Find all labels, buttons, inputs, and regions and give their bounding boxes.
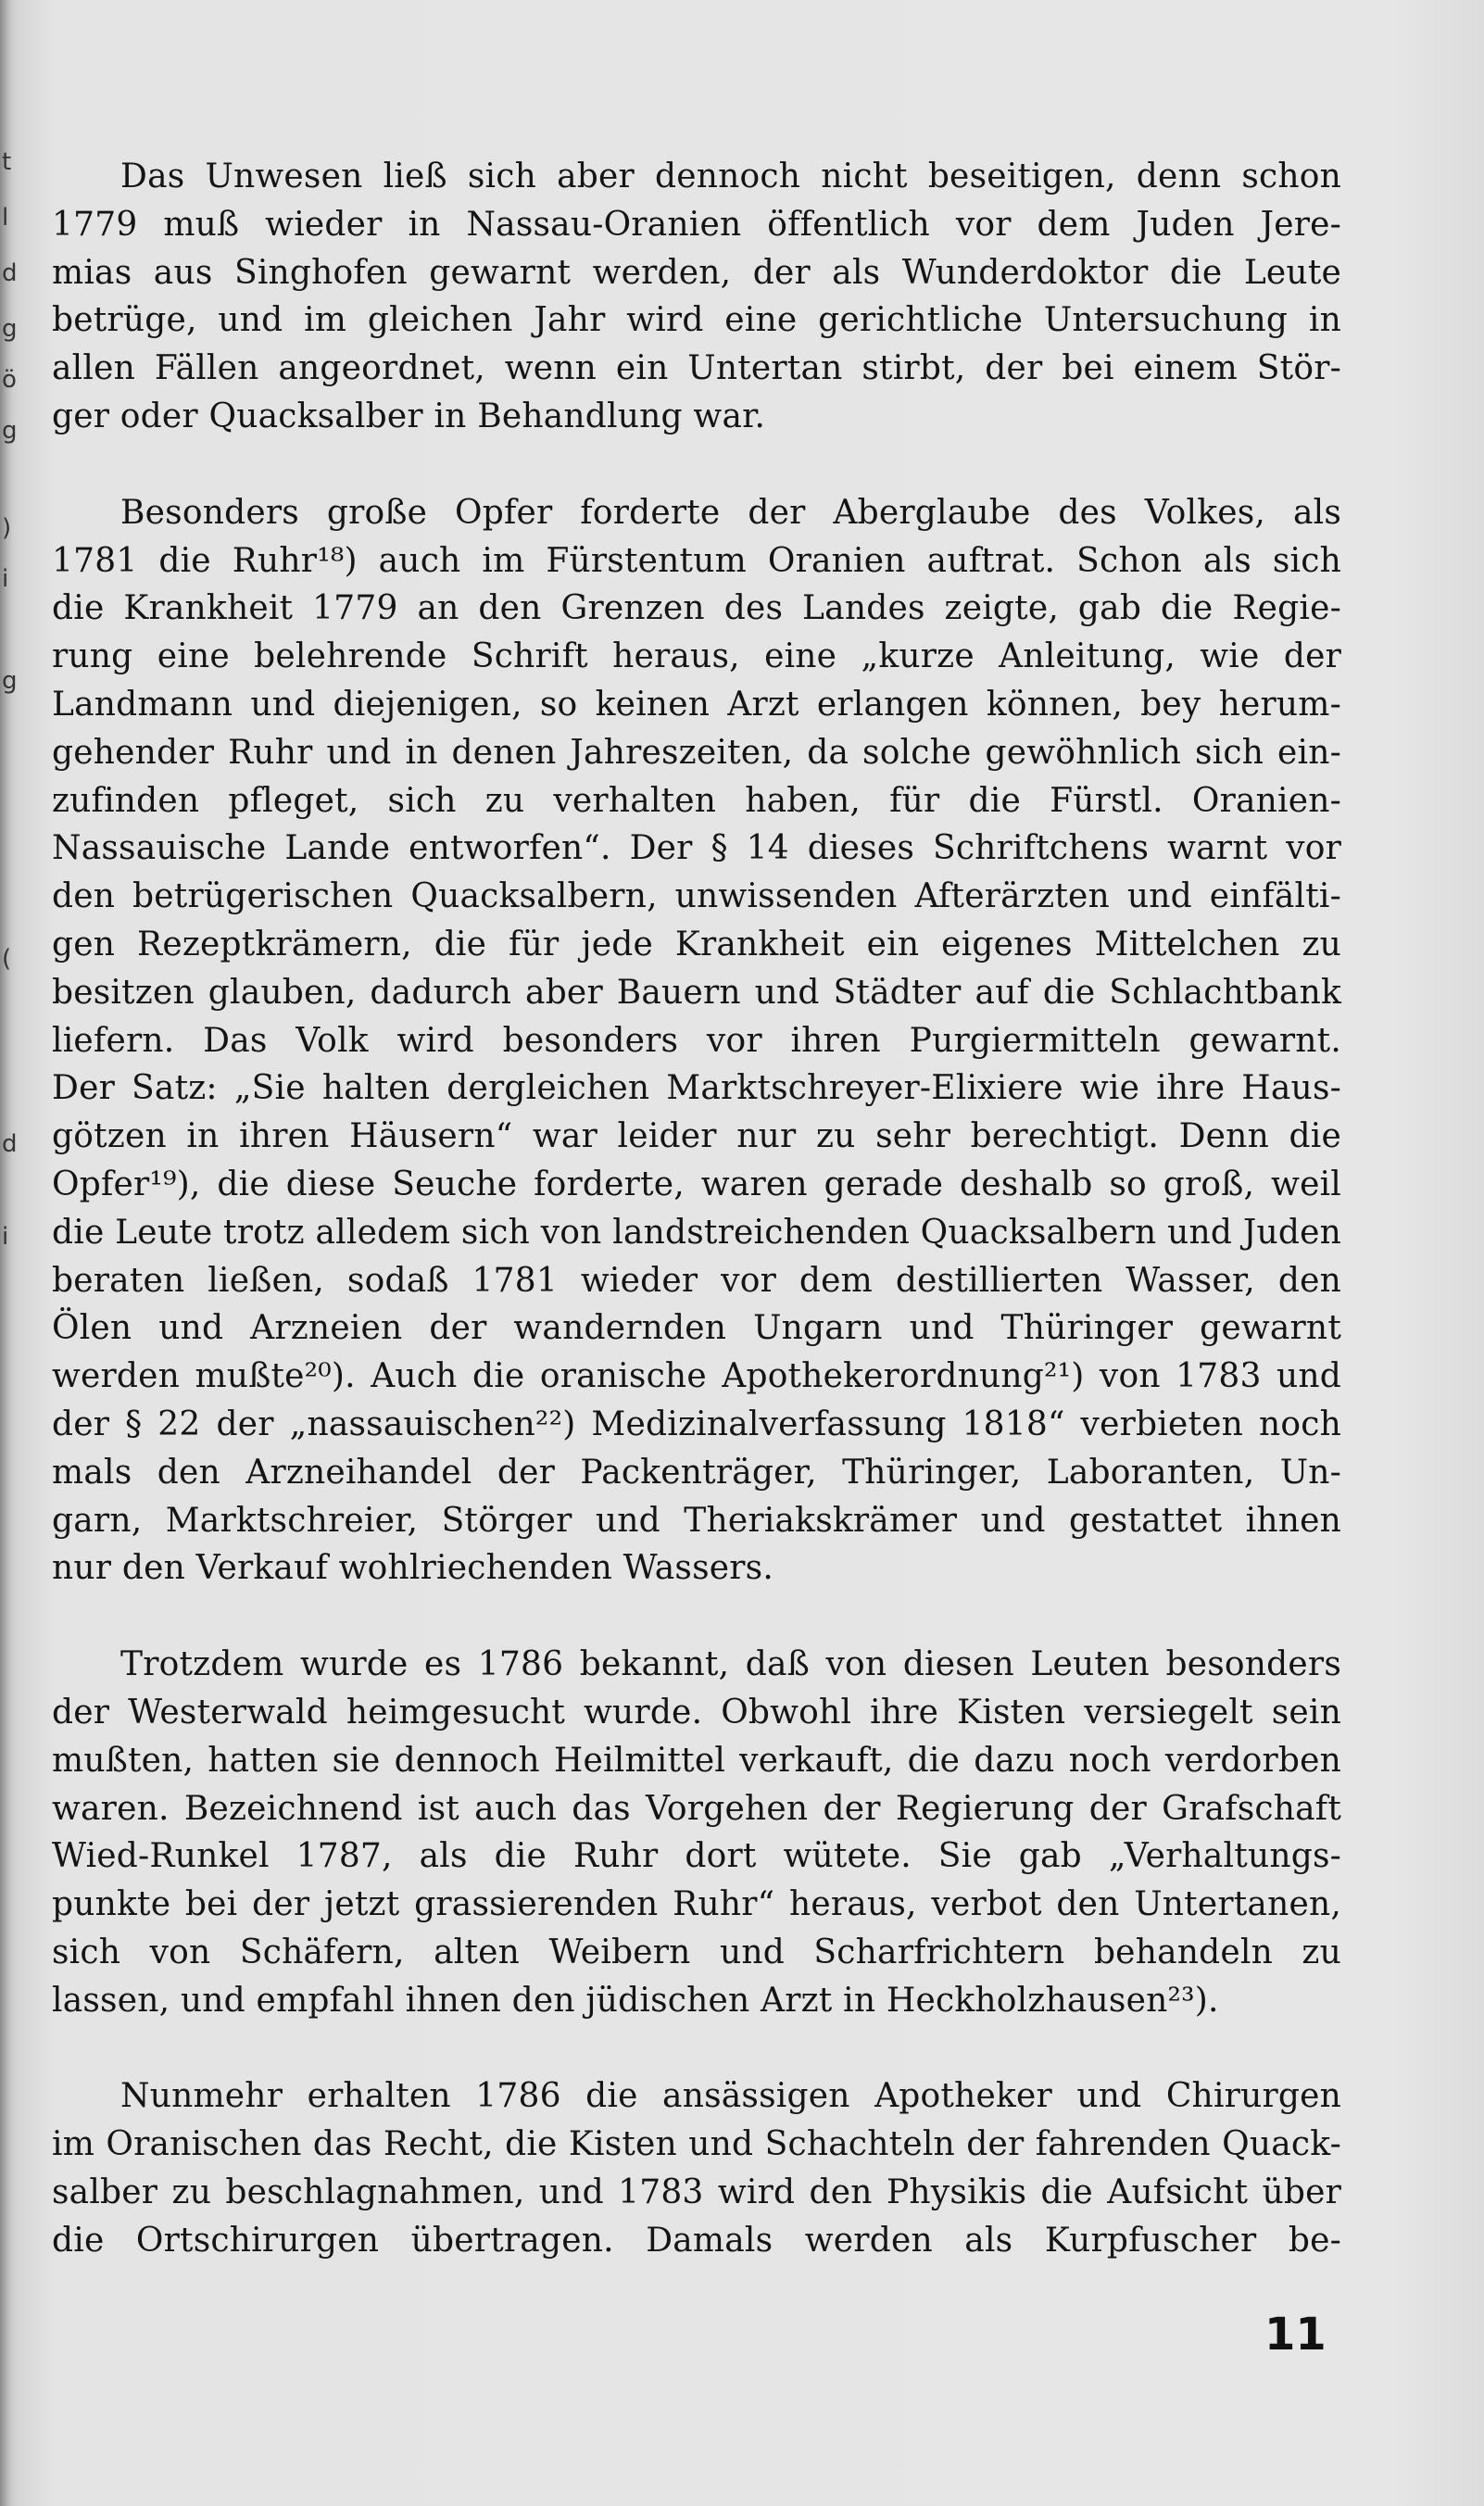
paragraph bbox=[52, 1641, 1341, 2024]
text-line: nur den Verkauf wohlriechenden Wassers. bbox=[52, 1549, 773, 1588]
text-line: Nunmehr erhalten 1786 die ansässigen Apotheker und Chirurgen bbox=[120, 2077, 1341, 2116]
margin-fragment: ö bbox=[2, 366, 17, 394]
text-line: mals den Arzneihandel der Packenträger, Thüringer, Laboranten, Un- bbox=[52, 1453, 1341, 1492]
text-line: werden mußte²⁰). Auch die oranische Apothekerordnung²¹) von 1783 und bbox=[52, 1357, 1341, 1396]
text-line: salber zu beschlagnahmen, und 1783 wird den Physikis die Aufsicht über bbox=[52, 2173, 1341, 2212]
text-line: der Westerwald heimgesucht wurde. Obwohl ihre Kisten versiegelt sein bbox=[52, 1693, 1341, 1732]
text-line: Opfer¹⁹), die diese Seuche forderte, waren gerade deshalb so groß, weil bbox=[52, 1165, 1341, 1203]
text-line: Das Unwesen ließ sich aber dennoch nicht beseitigen, denn schon bbox=[120, 157, 1341, 195]
paragraph bbox=[52, 489, 1341, 1593]
text-line: Landmann und diejenigen, so keinen Arzt erlangen können, bey herum- bbox=[52, 685, 1341, 724]
paragraph-spacer bbox=[52, 2024, 1341, 2072]
margin-fragment: g bbox=[2, 667, 18, 695]
text-line: die Ortschirurgen übertragen. Damals werden als Kurpfuscher be- bbox=[52, 2221, 1341, 2260]
text-line: 1779 muß wieder in Nassau-Oranien öffentlich vor dem Juden Jere- bbox=[52, 205, 1341, 244]
text-line: Nassauische Lande entworfen“. Der § 14 dieses Schriftchens warnt vor bbox=[52, 829, 1341, 868]
text-line: sich von Schäfern, alten Weibern und Scharfrichtern behandeln zu bbox=[52, 1933, 1341, 1971]
margin-text-fragments bbox=[0, 148, 18, 1445]
text-line: allen Fällen angeordnet, wenn ein Untertan stirbt, der bei einem Stör- bbox=[52, 349, 1341, 388]
text-line: besitzen glauben, dadurch aber Bauern und Städter auf die Schlachtbank bbox=[52, 973, 1341, 1012]
margin-fragment: g bbox=[2, 417, 18, 445]
page-number: 11 bbox=[1264, 2309, 1327, 2361]
text-line: rung eine belehrende Schrift heraus, eine „kurze Anleitung, wie der bbox=[52, 637, 1341, 676]
page-body-text bbox=[52, 153, 1341, 2265]
text-line: gen Rezeptkrämern, die für jede Krankheit ein eigenes Mittelchen zu bbox=[52, 925, 1341, 963]
text-line: die Leute trotz alledem sich von landstreichenden Quacksalbern und Juden bbox=[52, 1213, 1341, 1252]
text-line: zufinden pfleget, sich zu verhalten haben, für die Fürstl. Oranien- bbox=[52, 781, 1341, 820]
text-line: waren. Bezeichnend ist auch das Vorgehen der Regierung der Grafschaft bbox=[52, 1789, 1341, 1828]
margin-fragment: ) bbox=[2, 514, 12, 542]
text-line: die Krankheit 1779 an den Grenzen des Landes zeigte, gab die Regie- bbox=[52, 589, 1341, 628]
paragraph-spacer bbox=[52, 441, 1341, 489]
text-line: mias aus Singhofen gewarnt werden, der als Wunderdoktor die Leute bbox=[52, 253, 1341, 292]
text-line: ger oder Quacksalber in Behandlung war. bbox=[52, 397, 766, 435]
margin-fragment: l bbox=[2, 204, 9, 232]
margin-fragment: d bbox=[2, 259, 18, 287]
text-line: Der Satz: „Sie halten dergleichen Marktschreyer-Elixiere wie ihre Haus- bbox=[52, 1069, 1341, 1108]
margin-fragment: ( bbox=[2, 945, 12, 973]
text-line: im Oranischen das Recht, die Kisten und Schachteln der fahrenden Quack- bbox=[52, 2125, 1341, 2164]
paragraph bbox=[52, 2072, 1341, 2264]
text-line: mußten, hatten sie dennoch Heilmittel verkauft, die dazu noch verdorben bbox=[52, 1741, 1341, 1780]
margin-fragment: t bbox=[2, 148, 12, 176]
text-line: götzen in ihren Häusern“ war leider nur zu sehr berechtigt. Denn die bbox=[52, 1117, 1341, 1156]
text-line: der § 22 der „nassauischen²²) Medizinalverfassung 1818“ verbieten noch bbox=[52, 1404, 1341, 1443]
text-line: gehender Ruhr und in denen Jahreszeiten, da solche gewöhnlich sich ein- bbox=[52, 733, 1341, 772]
text-line: liefern. Das Volk wird besonders vor ihren Purgiermitteln gewarnt. bbox=[52, 1021, 1341, 1060]
text-line: punkte bei der jetzt grassierenden Ruhr“ heraus, verbot den Untertanen, bbox=[52, 1885, 1341, 1924]
margin-fragment: g bbox=[2, 315, 18, 343]
text-line: den betrügerischen Quacksalbern, unwissenden Afterärzten und einfälti- bbox=[52, 877, 1341, 916]
margin-fragment: i bbox=[2, 1223, 9, 1251]
text-line: lassen, und empfahl ihnen den jüdischen Arzt in Heckholzhausen²³). bbox=[52, 1981, 1219, 2020]
paragraph-spacer bbox=[52, 1593, 1341, 1641]
text-line: Ölen und Arzneien der wandernden Ungarn und Thüringer gewarnt bbox=[52, 1309, 1341, 1348]
text-line: Trotzdem wurde es 1786 bekannt, daß von diesen Leuten besonders bbox=[120, 1645, 1341, 1684]
text-line: 1781 die Ruhr¹⁸) auch im Fürstentum Oranien auftrat. Schon als sich bbox=[52, 541, 1341, 580]
paragraph bbox=[52, 153, 1341, 441]
text-line: garn, Marktschreier, Störger und Theriakskrämer und gestattet ihnen bbox=[52, 1501, 1341, 1540]
margin-fragment: d bbox=[2, 1130, 18, 1158]
text-line: betrüge, und im gleichen Jahr wird eine gerichtliche Untersuchung in bbox=[52, 301, 1341, 340]
text-line: Wied-Runkel 1787, als die Ruhr dort wütete. Sie gab „Verhaltungs- bbox=[52, 1837, 1341, 1876]
text-line: Besonders große Opfer forderte der Aberglaube des Volkes, als bbox=[120, 493, 1341, 532]
margin-fragment: i bbox=[2, 565, 9, 593]
text-line: beraten ließen, sodaß 1781 wieder vor dem destillierten Wasser, den bbox=[52, 1261, 1341, 1300]
